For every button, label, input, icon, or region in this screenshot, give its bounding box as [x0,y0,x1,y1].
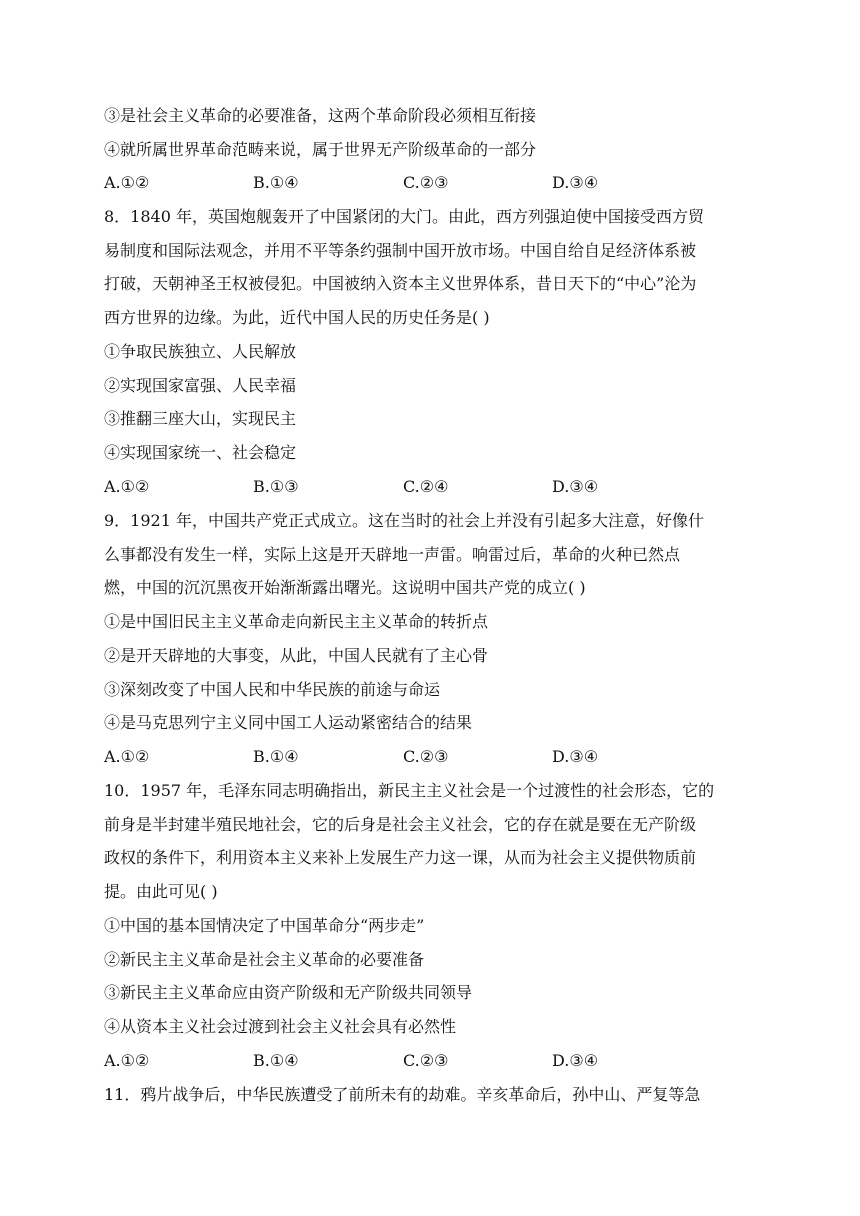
q10-option-d[interactable]: D.③④ [552,1051,599,1070]
q9-item-1: ①是中国旧民主主义革命走向新民主主义革命的转折点 [104,612,489,631]
q8-stem-line-2: 易制度和国际法观念，并用不平等条约强制中国开放市场。中国自给自足经济体系被 [104,241,697,260]
q7-option-b[interactable]: B.①④ [253,173,299,192]
q9-options [104,747,754,767]
q9-item-3: ③深刻改变了中国人民和中华民族的前途与命运 [104,680,441,699]
q8-item-1: ①争取民族独立、人民解放 [104,342,297,361]
q9-stem-line-1: 9．1921 年，中国共产党正式成立。这在当时的社会上并没有引起多大注意，好像什 [104,511,704,530]
q9-option-a[interactable]: A.①② [104,747,150,766]
q8-option-b[interactable]: B.①③ [253,477,299,496]
q10-option-c[interactable]: C.②③ [403,1051,449,1070]
q10-item-4: ④从资本主义社会过渡到社会主义社会具有必然性 [104,1017,457,1036]
q9-item-2: ②是开天辟地的大事变，从此，中国人民就有了主心骨 [104,646,489,665]
q7-item-4: ④就所属世界革命范畴来说，属于世界无产阶级革命的一部分 [104,140,537,159]
q7-item-3: ③是社会主义革命的必要准备，这两个革命阶段必须相互衔接 [104,106,537,125]
q10-option-b[interactable]: B.①④ [253,1051,299,1070]
q10-stem-line-1: 10．1957 年，毛泽东同志明确指出，新民主主义社会是一个过渡性的社会形态，它的 [104,781,715,800]
q10-item-1: ①中国的基本国情决定了中国革命分“两步走” [104,916,425,935]
q9-stem-line-2: 么事都没有发生一样，实际上这是开天辟地一声雷。响雷过后，革命的火种已然点 [104,545,681,564]
q7-option-d[interactable]: D.③④ [552,173,599,192]
q8-options [104,477,754,497]
q10-stem-line-3: 政权的条件下，利用资本主义来补上发展生产力这一课，从而为社会主义提供物质前 [104,848,697,867]
q9-option-d[interactable]: D.③④ [552,747,599,766]
q8-option-c[interactable]: C.②④ [403,477,449,496]
q8-item-4: ④实现国家统一、社会稳定 [104,443,297,462]
q8-item-3: ③推翻三座大山，实现民主 [104,409,297,428]
q9-item-4: ④是马克思列宁主义同中国工人运动紧密结合的结果 [104,713,473,732]
q10-stem-line-4: 提。由此可见( ) [104,882,218,901]
q10-item-3: ③新民主主义革命应由资产阶级和无产阶级共同领导 [104,983,473,1002]
q9-option-b[interactable]: B.①④ [253,747,299,766]
q8-option-a[interactable]: A.①② [104,477,150,496]
q7-option-c[interactable]: C.②③ [403,173,449,192]
q11-stem-line-1: 11．鸦片战争后，中华民族遭受了前所未有的劫难。辛亥革命后，孙中山、严复等急 [104,1085,701,1104]
q8-stem-line-4: 西方世界的边缘。为此，近代中国人民的历史任务是( ) [104,308,490,327]
q8-stem-line-3: 打破，天朝神圣王权被侵犯。中国被纳入资本主义世界体系，昔日天下的“中心”沦为 [104,274,697,293]
q10-stem-line-2: 前身是半封建半殖民地社会，它的后身是社会主义社会，它的存在就是要在无产阶级 [104,815,697,834]
q9-option-c[interactable]: C.②③ [403,747,449,766]
q8-item-2: ②实现国家富强、人民幸福 [104,376,297,395]
q7-options [104,173,754,193]
q10-option-a[interactable]: A.①② [104,1051,150,1070]
q7-option-a[interactable]: A.①② [104,173,150,192]
q8-option-d[interactable]: D.③④ [552,477,599,496]
q8-stem-line-1: 8．1840 年，英国炮舰轰开了中国紧闭的大门。由此，西方列强迫使中国接受西方贸 [104,207,704,226]
q10-item-2: ②新民主主义革命是社会主义革命的必要准备 [104,950,425,969]
q10-options [104,1051,754,1071]
q9-stem-line-3: 燃，中国的沉沉黑夜开始渐渐露出曙光。这说明中国共产党的成立( ) [104,578,586,597]
